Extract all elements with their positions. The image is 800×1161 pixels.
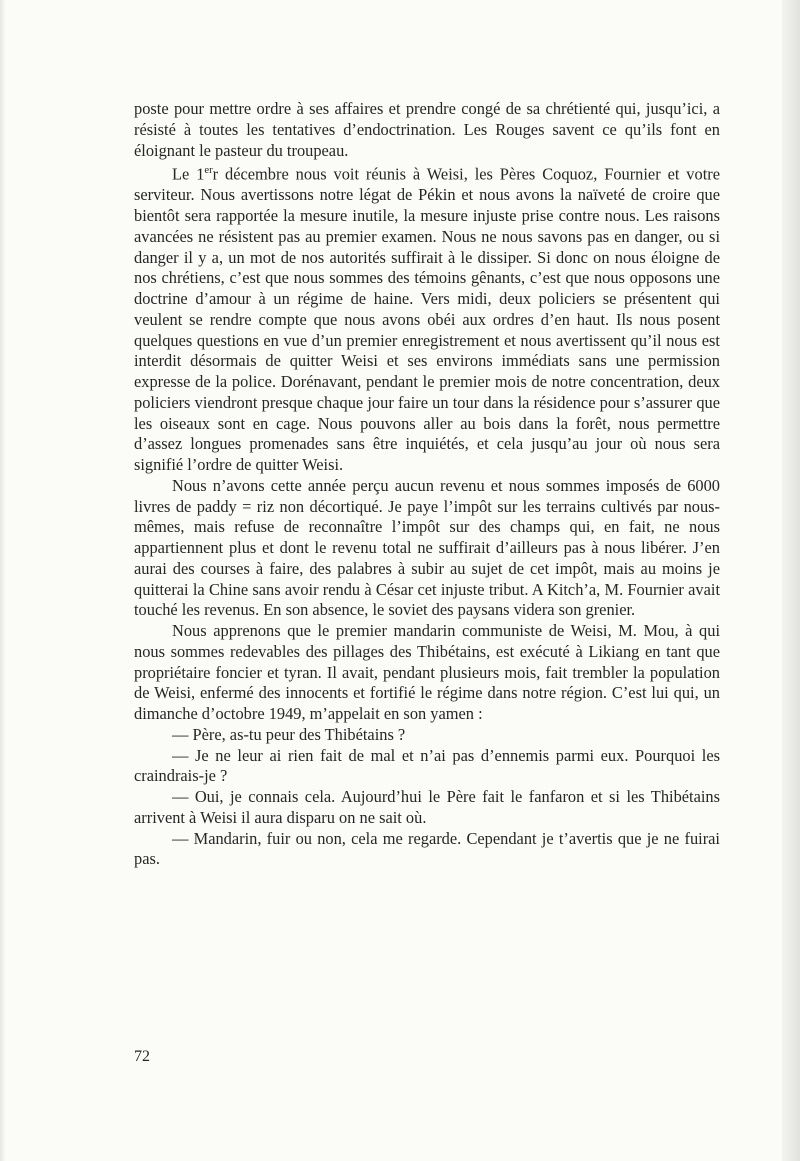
paragraph: Le 1err décembre nous voit réunis à Weisi, les Pères Coquoz, Fournier et votre serviteur. Nous avertissons notre légat de Pékin et nous avons la naïveté de croire que bientôt sera rapportée la mesure inutile, la mesure injuste prise contre nous. Les raisons avancées ne résistent pas au premier examen. Nous ne nous savons pas en danger, ou si danger il y a, un mot de nos autorités suffirait à le dissiper. Si donc on nous éloigne de nos chrétiens, c’est que nous sommes des témoins gênants, c’est que nous opposons une doctrine d’amour à un régime de haine. Vers midi, deux policiers se présentent qui veulent se rendre compte que nous avons obéi aux ordres d’en haut. Ils nous posent quelques questions en vue d’un premier enregistrement et nous avertissent qu’il nous est interdit désormais de quitter Weisi et ses environs immédiats sans une permission expresse de la police. Dorénavant, pendant le premier mois de notre concentration, deux policiers viendront presque chaque jour faire un tour dans la résidence pour s’assurer que les oiseaux sont en cage. Nous pouvons aller au bois dans la forêt, nous permettre d’assez longues promenades sans être inquiétés, et cela jusqu’au jour où nous sera signifié l’ordre de quitter Weisi. [134, 164, 720, 475]
page-number: 72 [134, 1048, 150, 1065]
dialogue-line: — Mandarin, fuir ou non, cela me regarde. Cependant je t’avertis que je ne fuirai pas. [134, 828, 720, 869]
dialogue-line: — Je ne leur ai rien fait de mal et n’ai pas d’ennemis parmi eux. Pourquoi les craindrais-je ? [134, 745, 720, 786]
body-text [134, 99, 720, 870]
paragraph: Nous n’avons cette année perçu aucun revenu et nous sommes imposés de 6000 livres de paddy = riz non décortiqué. Je paye l’impôt sur les terrains cultivés par nous-mêmes, mais refuse de reconnaître l’impôt sur des champs qui, en fait, ne nous appartiennent plus et dont le revenu total ne suffirait d’ailleurs pas à nous libérer. J’en aurai des courses à faire, des palabres à subir au sujet de cet impôt, mais au moins je quitterai la Chine sans avoir rendu à César cet injuste tribut. A Kitch’a, M. Fournier avait touché les revenus. En son absence, le soviet des paysans videra son grenier. [134, 475, 720, 620]
paragraph: Nous apprenons que le premier mandarin communiste de Weisi, M. Mou, à qui nous sommes redevables des pillages des Thibétains, est exécuté à Likiang en tant que propriétaire foncier et tyran. Il avait, pendant plusieurs mois, fait trembler la population de Weisi, enfermé des innocents et fortifié le régime dans notre région. C’est lui qui, un dimanche d’octobre 1949, m’appelait en son yamen : [134, 621, 720, 724]
paragraph: poste pour mettre ordre à ses affaires et prendre congé de sa chrétienté qui, jusqu’ici, a résisté à toutes les tentatives d’endoctrination. Les Rouges savent ce qu’ils font en éloignant le pasteur du troupeau. [134, 99, 720, 160]
page-left-shadow [0, 0, 6, 1161]
dialogue-line: — Père, as-tu peur des Thibétains ? [172, 724, 406, 744]
page-right-edge [782, 0, 800, 1161]
dialogue-line: — Oui, je connais cela. Aujourd’hui le Père fait le fanfaron et si les Thibétains arrivent à Weisi il aura disparu on ne sait où. [134, 787, 720, 827]
